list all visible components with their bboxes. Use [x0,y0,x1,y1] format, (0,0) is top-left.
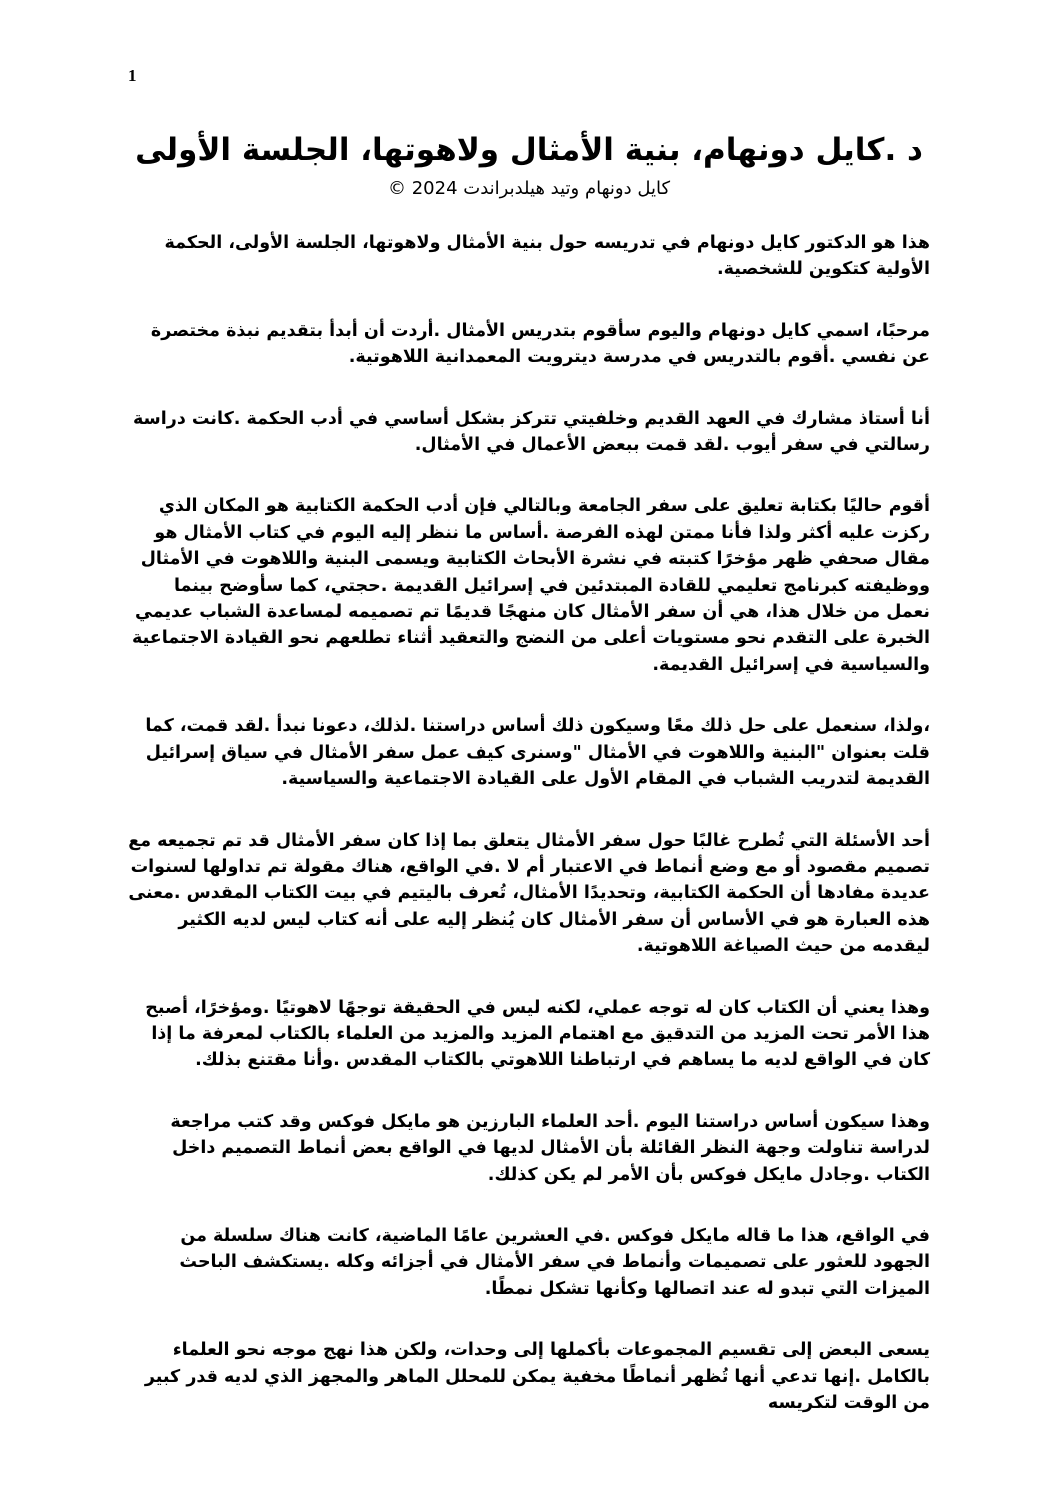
page-number: 1 [128,66,137,85]
paragraph: مرحبًا، اسمي كايل دونهام واليوم سأقوم بتدريس الأمثال .أردت أن أبدأ بتقديم نبذة مختصرة عن نفسي .أقوم بالتدريس في مدرسة ديترويت المعمدانية اللاهوتية. [150,320,930,368]
paragraph: أقوم حاليًا بكتابة تعليق على سفر الجامعة وبالتالي فإن أدب الحكمة الكتابية هو المكان الذي ركزت عليه أكثر ولذا فأنا ممتن لهذه الفرصة .أساس ما ننظر إليه اليوم في كتاب الأمثال هو مقال صحفي ظهر مؤخرًا كتبته في نشرة الأبحاث الكتابية ويسمى البنية واللاهوت في الأمثال ووظيفته كبرنامج تعليمي للقادة المبتدئين في إسرائيل القديمة .حجتي، كما سأوضح بينما نعمل من خلال هذا، هي أن سفر الأمثال كان منهجًا قديمًا تم تصميمه لمساعدة الشباب عديمي الخبرة على التقدم نحو مستويات أعلى من النضج والتعقيد أثناء تطلعهم نحو القيادة الاجتماعية والسياسية في إسرائيل القديمة. [132,496,930,675]
paragraph: أحد الأسئلة التي تُطرح غالبًا حول سفر الأمثال يتعلق بما إذا كان سفر الأمثال قد تم تجميعه مع تصميم مقصود أو مع وضع أنماط في الاعتبار أم لا .في الواقع، هناك مقولة تم تداولها لسنوات عديدة مفادها أن الحكمة الكتابية، وتحديدًا الأمثال، تُعرف باليتيم في بيت الكتاب المقدس .معنى هذه العبارة هو في الأساس أن سفر الأمثال كان يُنظر إليه على أنه كتاب ليس لديه الكثير ليقدمه من حيث الصياغة اللاهوتية. [128,830,930,957]
paragraph: هذا هو الدكتور كايل دونهام في تدريسه حول بنية الأمثال ولاهوتها، الجلسة الأولى، الحكمة الأولية كتكوين للشخصية. [164,233,930,280]
document-title: د .كايل دونهام، بنية الأمثال ولاهوتها، الجلسة الأولى [135,132,923,168]
document-subtitle: كايل دونهام وتيد هيلدبراندت 2024 © [387,178,671,199]
paragraph: وهذا يعني أن الكتاب كان له توجه عملي، لكنه ليس في الحقيقة توجهًا لاهوتيًا .ومؤخرًا، أصبح هذا الأمر تحت المزيد من التدقيق مع اهتمام المزيد والمزيد من العلماء بالكتاب لمعرفة ما إذا كان في الواقع لديه ما يساهم في ارتباطنا اللاهوتي بالكتاب المقدس .وأنا مقتنع بذلك. [145,997,930,1071]
paragraph: وهذا سيكون أساس دراستنا اليوم .أحد العلماء البارزين هو مايكل فوكس وقد كتب مراجعة لدراسة تناولت وجهة النظر القائلة بأن الأمثال لديها في الواقع بعض أنماط التصميم داخل الكتاب .وجادل مايكل فوكس بأن الأمر لم يكن كذلك. [170,1111,930,1185]
document-body [128,230,930,1451]
paragraph: ،ولذا، سنعمل على حل ذلك معًا وسيكون ذلك أساس دراستنا .لذلك، دعونا نبدأ .لقد قمت، كما قلت بعنوان "البنية واللاهوت في الأمثال "وسنرى كيف عمل سفر الأمثال في سياق إسرائيل القديمة لتدريب الشباب في المقام الأول على القيادة الاجتماعية والسياسية. [145,716,930,790]
paragraph: أنا أستاذ مشارك في العهد القديم وخلفيتي تتركز بشكل أساسي في أدب الحكمة .كانت دراسة رسالتي في سفر أيوب .لقد قمت ببعض الأعمال في الأمثال. [132,408,930,456]
paragraph: يسعى البعض إلى تقسيم المجموعات بأكملها إلى وحدات، ولكن هذا نهج موجه نحو العلماء بالكامل .إنها تدعي أنها تُظهر أنماطًا مخفية يمكن للمحلل الماهر والمجهز الذي لديه قدر كبير من الوقت لتكريسه [144,1340,930,1413]
paragraph: في الواقع، هذا ما قاله مايكل فوكس .في العشرين عامًا الماضية، كانت هناك سلسلة من الجهود للعثور على تصميمات وأنماط في سفر الأمثال في أجزائه وكله .يستكشف الباحث الميزات التي تبدو له عند اتصالها وكأنها تشكل نمطًا. [179,1225,930,1299]
